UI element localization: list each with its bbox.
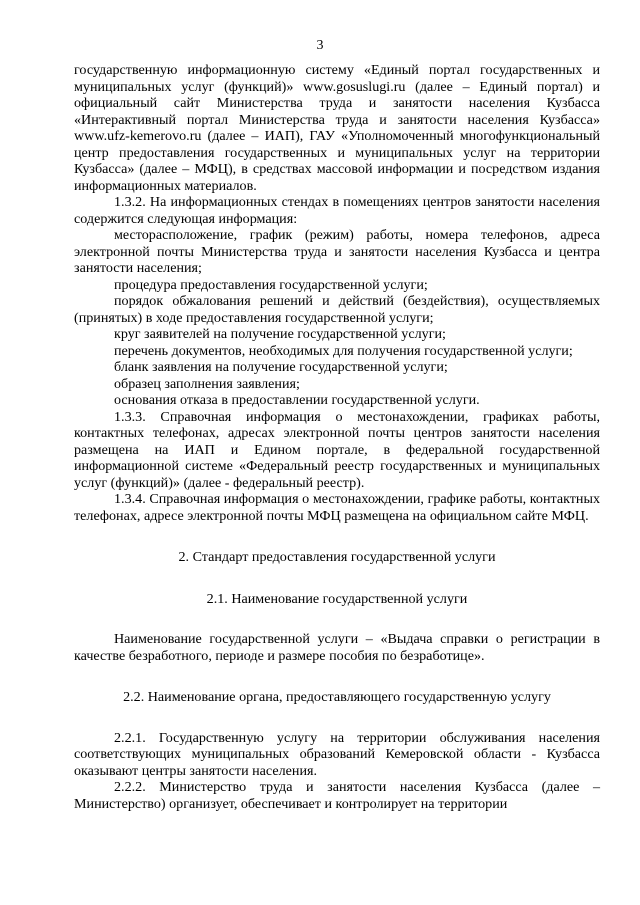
list-item-documents: перечень документов, необходимых для получения государственной услуги; [114, 342, 573, 359]
page-number: 3 [316, 38, 324, 53]
paragraph-2-2-1: 2.2.1. Государственную услугу на территории обслуживания населения соответствующих муниципальных образований Кемеровской области - Кузбасса оказывают центры занятости населения. [74, 729, 600, 779]
list-item-applicants: круг заявителей на получение государственной услуги; [114, 326, 446, 342]
list-item-procedure: процедура предоставления государственной услуги; [114, 276, 428, 293]
list-item-form: бланк заявления на получение государственной услуги; [114, 359, 448, 375]
paragraph-2-2-2: 2.2.2. Министерство труда и занятости населения Кузбасса (далее – Министерство) организует, обеспечивает и контролирует на территории [74, 779, 600, 812]
document-body [74, 62, 600, 812]
list-item-location: месторасположение, график (режим) работы, номера телефонов, адреса электронной почты Министерства труда и занятости населения Кузбасса и центра занятости населения; [74, 227, 600, 276]
paragraph-1-3-4: 1.3.4. Справочная информация о местонахождении, графике работы, контактных телефонах, адресе электронной почты МФЦ размещена на официальном сайте МФЦ. [74, 491, 600, 524]
section-heading-2-2: 2.2. Наименование органа, предоставляющего государственную услугу [123, 689, 551, 705]
list-item-appeal: порядок обжалования решений и действий (бездействия), осуществляемых (принятых) в ходе предоставления государственной услуги; [74, 293, 600, 326]
paragraph-1-3-2: 1.3.2. На информационных стендах в помещениях центров занятости населения содержится следующая информация: [74, 194, 600, 227]
section-heading-standard: 2. Стандарт предоставления государственной услуги [178, 549, 496, 565]
paragraph-intro: государственную информационную систему «Единый портал государственных и муниципальных услуг (функций)» www.gosuslugi.ru (далее – Единый портал) и официальный сайт Министерства труда и занятости населения Кузбасса «Интерактивный портал Министерства труда и занятости населения Кузбасса» www.ufz-kemerovo.ru (далее – ИАП), ГАУ «Уполномоченный многофункциональный центр предоставления государственных и муниципальных услуг на территории Кузбасса» (далее – МФЦ), в средствах массовой информации и посредством издания информационных материалов. [74, 62, 600, 194]
list-item-refusal: основания отказа в предоставлении государственной услуги. [114, 392, 480, 408]
section-heading-2-1: 2.1. Наименование государственной услуги [206, 590, 468, 607]
paragraph-service-name: Наименование государственной услуги – «Выдача справки о регистрации в качестве безработного, периоде и размере пособия по безработице». [74, 631, 600, 664]
paragraph-1-3-3: 1.3.3. Справочная информация о местонахождении, графиках работы, контактных телефонах, адресах электронной почты центров занятости населения размещена на ИАП и Едином портале, в федеральной государственной информационной системе «Федеральный реестр государственных и муниципальных услуг (функций)» (далее - федеральный реестр). [74, 408, 600, 491]
list-item-sample: образец заполнения заявления; [114, 375, 300, 392]
